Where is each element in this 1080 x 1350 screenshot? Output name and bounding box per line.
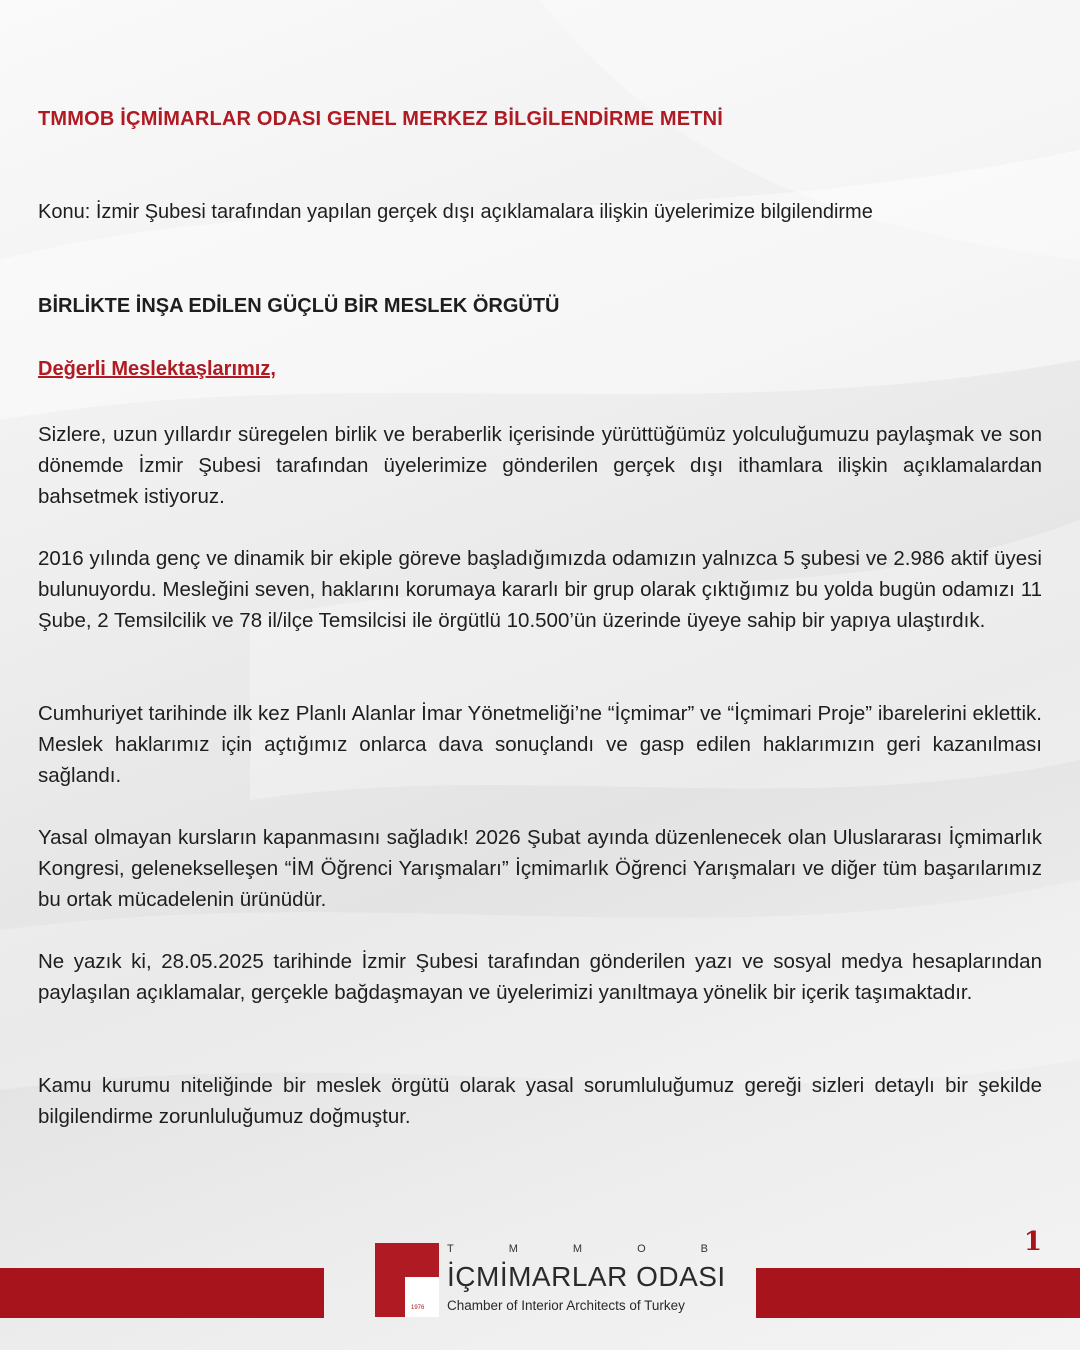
logo-mark-icon: [375, 1243, 439, 1317]
logo-letter: M: [508, 1243, 519, 1255]
salutation: Değerli Meslektaşlarımız,: [38, 358, 276, 380]
logo-tmmob-letters: [447, 1243, 709, 1255]
logo-subtitle: Chamber of Interior Architects of Turkey: [447, 1298, 685, 1313]
logo-letter: M: [572, 1243, 584, 1255]
subject-line: Konu: İzmir Şubesi tarafından yapılan gerçek dışı açıklamalara ilişkin üyelerimize bilgilendirme: [38, 201, 873, 223]
logo-letter: B: [700, 1243, 709, 1255]
footer-bar-right: [756, 1268, 1080, 1318]
paragraph-intro: Sizlere, uzun yıllardır süregelen birlik ve beraberlik içerisinde yürüttüğümüz yolculuğumuzu paylaşmak ve son dönemde İzmir Şubesi tarafından üyelerimize gönderilen gerçek dışı ithamlara ilişkin açıklamalardan bahsetmek istiyoruz.: [38, 423, 1042, 508]
page-number: 1: [1023, 1227, 1042, 1257]
section-heading: BİRLİKTE İNŞA EDİLEN GÜÇLÜ BİR MESLEK ÖRGÜTÜ: [38, 295, 560, 317]
chamber-logo: [375, 1243, 726, 1321]
document-title: TMMOB İÇMİMARLAR ODASI GENEL MERKEZ BİLGİLENDİRME METNİ: [38, 108, 724, 130]
paragraph-successes: Yasal olmayan kursların kapanmasını sağladık! 2026 Şubat ayında düzenlenecek olan Uluslararası İçmimarlık Kongresi, gelenekselleşen “İM Öğrenci Yarışmaları” İçmimarlık Öğrenci Yarışmaları ve diğer tüm başarılarımız bu ortak mücadelenin ürünüdür.: [38, 826, 1042, 911]
logo-year: 1976: [411, 1305, 425, 1311]
logo-name: İÇMİMARLAR ODASI: [447, 1261, 726, 1292]
paragraph-achievements: Cumhuriyet tarihinde ilk kez Planlı Alanlar İmar Yönetmeliği’ne “İçmimar” ve “İçmimari Proje” ibarelerini eklettik. Meslek haklarımız için açtığımız onlarca dava sonuçlandı ve gasp edilen haklarımızın geri kazanılması sağlandı.: [38, 702, 1042, 787]
logo-letter: O: [637, 1243, 647, 1255]
logo-letter: T: [447, 1243, 455, 1255]
paragraph-history: 2016 yılında genç ve dinamik bir ekiple göreve başladığımızda odamızın yalnızca 5 şubesi ve 2.986 aktif üyesi bulunuyordu. Mesleğini seven, haklarını korumaya kararlı bir grup olarak çıktığımız bu yolda bugün odamızı 11 Şube, 2 Temsilcilik ve 78 il/ilçe Temsilcisi ile örgütlü 10.500’ün üzerinde üyeye sahip bir yapıya ulaştırdık.: [38, 547, 1042, 632]
paragraph-obligation: Kamu kurumu niteliğinde bir meslek örgütü olarak yasal sorumluluğumuz gereği sizleri detaylı bir şekilde bilgilendirme zorunluluğumuz doğmuştur.: [38, 1074, 1042, 1128]
footer-bar-left: [0, 1268, 324, 1318]
paragraph-izmir-statement: Ne yazık ki, 28.05.2025 tarihinde İzmir Şubesi tarafından gönderilen yazı ve sosyal medya hesaplarından paylaşılan açıklamalar, gerçekle bağdaşmayan ve üyelerimizi yanıltmaya yönelik bir içerik taşımaktadır.: [38, 950, 1042, 1004]
